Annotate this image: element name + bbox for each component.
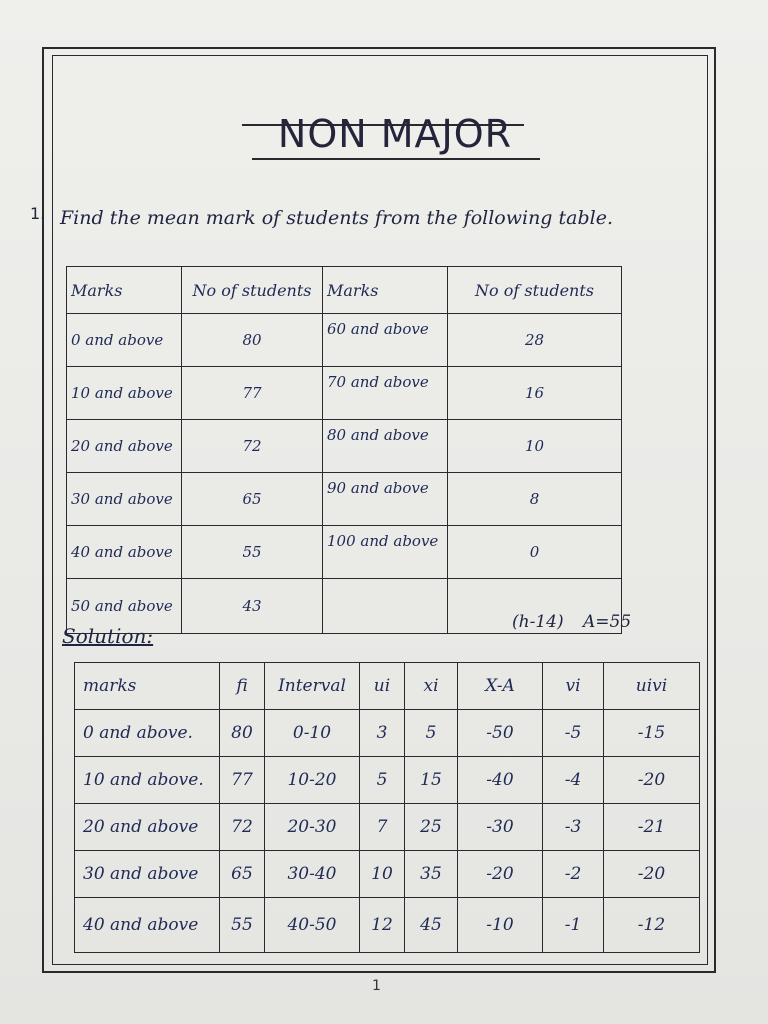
table-cell: 0-10 (265, 710, 360, 757)
table-row (67, 473, 622, 526)
table-cell: 10 (360, 851, 405, 898)
table-header-cell: ui (360, 663, 405, 710)
table-cell: 7 (360, 804, 405, 851)
question-number: 1. (30, 204, 46, 223)
table-cell: 100 and above (323, 526, 448, 579)
table-header-cell: No of students (182, 267, 323, 314)
table-cell: 35 (405, 851, 458, 898)
table-cell: -20 (604, 757, 700, 804)
table-cell: 15 (405, 757, 458, 804)
table-cell: 30 and above (67, 473, 182, 526)
page-number: 1 (372, 978, 381, 994)
table-cell: 90 and above (323, 473, 448, 526)
solution-table (74, 662, 700, 953)
table-row (75, 757, 700, 804)
table-header-cell: X-A (458, 663, 543, 710)
table-cell: 77 (182, 367, 323, 420)
table-header-cell: Interval (265, 663, 360, 710)
table-cell: 20-30 (265, 804, 360, 851)
table-cell: 5 (405, 710, 458, 757)
marks-table (66, 266, 622, 634)
table-cell: -5 (543, 710, 604, 757)
table-cell: 10 and above (67, 367, 182, 420)
table-cell: 40 and above (75, 898, 220, 953)
table-header-row (75, 663, 700, 710)
table-cell: 65 (220, 851, 265, 898)
table-header-cell: Marks (67, 267, 182, 314)
table-cell: 10 (448, 420, 622, 473)
table-cell: 10 and above. (75, 757, 220, 804)
table-cell: 20 and above (75, 804, 220, 851)
table-cell: -20 (458, 851, 543, 898)
table-cell: 28 (448, 314, 622, 367)
table-row (67, 367, 622, 420)
table-cell: -1 (543, 898, 604, 953)
table-row (75, 710, 700, 757)
table-cell: 8 (448, 473, 622, 526)
table-header-cell: No of students (448, 267, 622, 314)
table-cell: 0 (448, 526, 622, 579)
table-cell: 16 (448, 367, 622, 420)
table-cell: -3 (543, 804, 604, 851)
table-cell: -21 (604, 804, 700, 851)
table-cell: -30 (458, 804, 543, 851)
table-cell: 50 and above (67, 579, 182, 634)
table-cell: -15 (604, 710, 700, 757)
table-header-cell: vi (543, 663, 604, 710)
table-cell: 25 (405, 804, 458, 851)
table-cell: 40 and above (67, 526, 182, 579)
table-cell: 60 and above (323, 314, 448, 367)
table-cell: 45 (405, 898, 458, 953)
table-cell: 72 (220, 804, 265, 851)
table-cell: 80 and above (323, 420, 448, 473)
table-row (75, 898, 700, 953)
table-cell: 40-50 (265, 898, 360, 953)
table-cell: 30 and above (75, 851, 220, 898)
table-header-cell: xi (405, 663, 458, 710)
table-cell: 65 (182, 473, 323, 526)
solution-note: (h-14) A=55 (512, 612, 632, 632)
table-cell: 12 (360, 898, 405, 953)
table-header-cell: uivi (604, 663, 700, 710)
table-cell: 20 and above (67, 420, 182, 473)
table-cell: -40 (458, 757, 543, 804)
table-cell: -12 (604, 898, 700, 953)
table-cell: -50 (458, 710, 543, 757)
table-cell: 70 and above (323, 367, 448, 420)
table-cell: 80 (182, 314, 323, 367)
table-cell: 77 (220, 757, 265, 804)
table-row (67, 526, 622, 579)
table-cell: -4 (543, 757, 604, 804)
table-cell: 3 (360, 710, 405, 757)
title-underline (252, 158, 540, 160)
table-cell: -20 (604, 851, 700, 898)
table-cell: 0 and above. (75, 710, 220, 757)
table-header-cell: marks (75, 663, 220, 710)
table-cell: 80 (220, 710, 265, 757)
table-row (75, 804, 700, 851)
question-text: Find the mean mark of students from the following table. (60, 207, 613, 229)
table-cell: 55 (220, 898, 265, 953)
table-cell: 10-20 (265, 757, 360, 804)
table-cell: 30-40 (265, 851, 360, 898)
table-cell: 5 (360, 757, 405, 804)
table-row (67, 314, 622, 367)
table-cell: 43 (182, 579, 323, 634)
table-header-cell: fi (220, 663, 265, 710)
table-row (75, 851, 700, 898)
table-cell: 55 (182, 526, 323, 579)
solution-label: Solution: (62, 624, 154, 648)
table-row (67, 420, 622, 473)
table-cell: -10 (458, 898, 543, 953)
table-cell: 0 and above (67, 314, 182, 367)
page-title: NON MAJOR (277, 112, 513, 156)
table-cell (323, 579, 448, 634)
table-cell: -2 (543, 851, 604, 898)
table-header-cell: Marks (323, 267, 448, 314)
table-cell: 72 (182, 420, 323, 473)
table-header-row (67, 267, 622, 314)
